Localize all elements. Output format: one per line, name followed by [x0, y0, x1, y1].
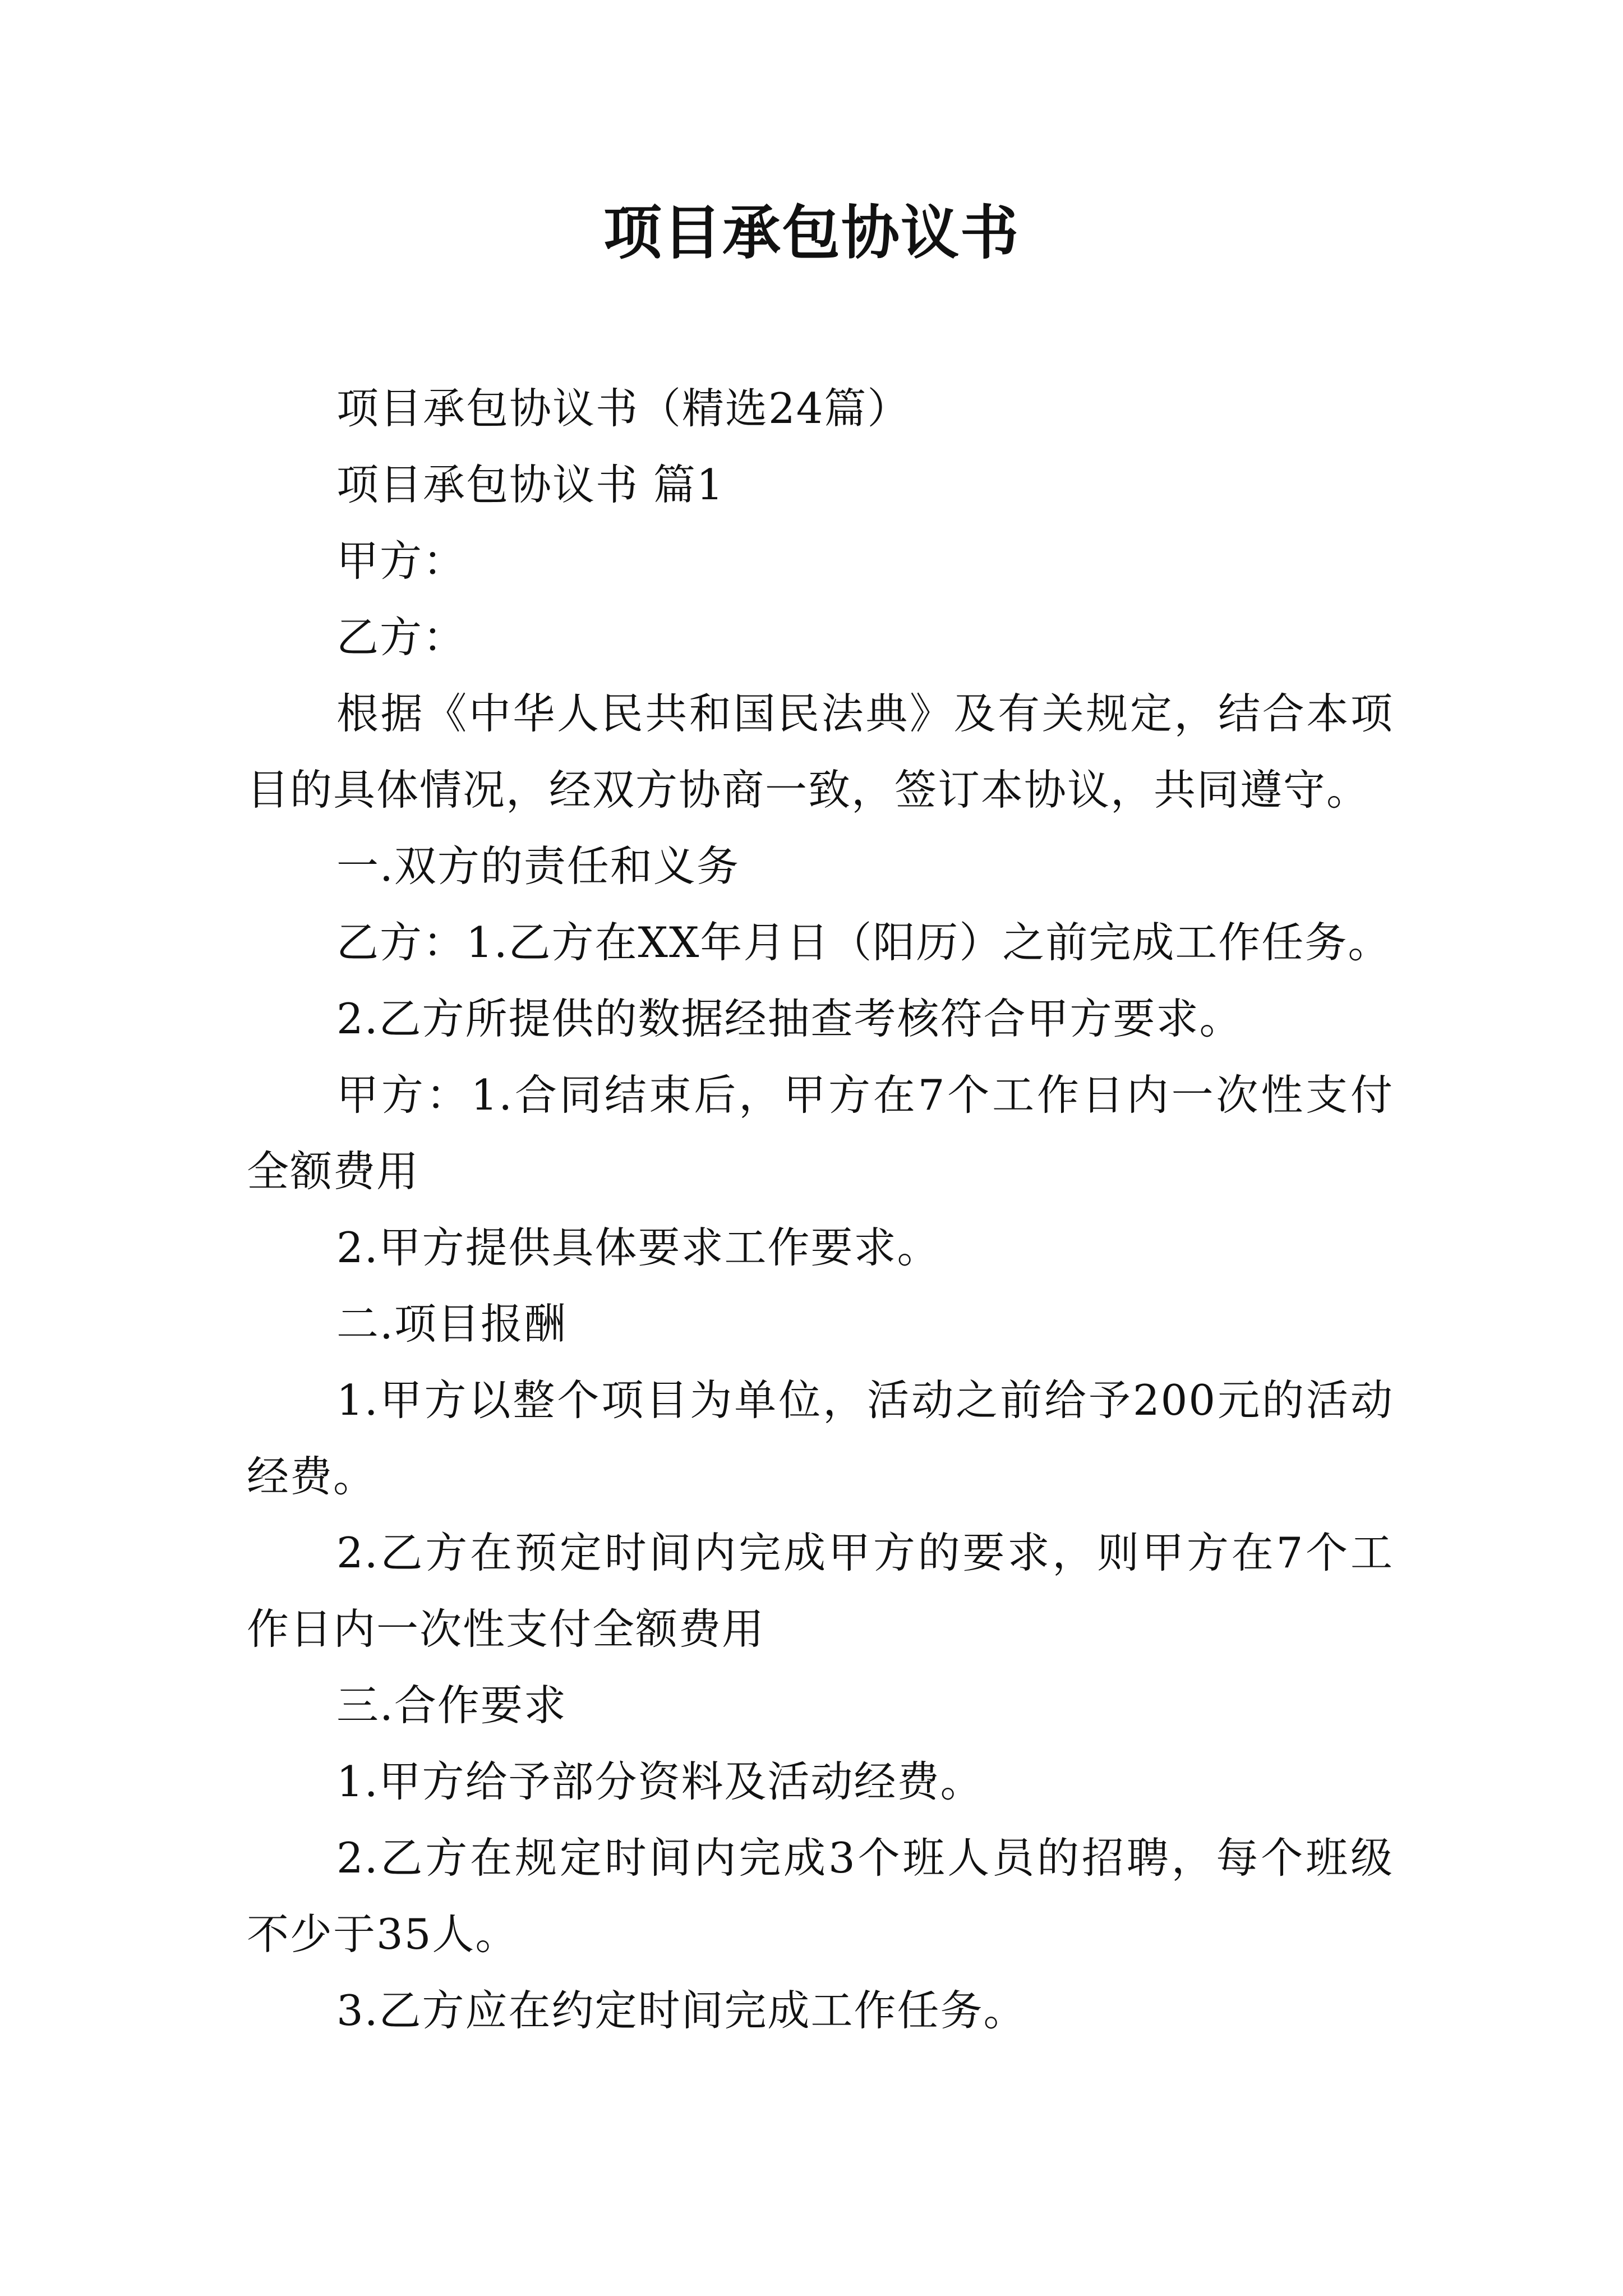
paragraph-party-b: 乙方：: [336, 613, 467, 662]
paragraph-cooperation-1: 1.甲方给予部分资料及活动经费。: [336, 1757, 984, 1806]
paragraph-cooperation-3: 3.乙方应在约定时间完成工作任务。: [336, 1986, 1027, 2035]
paragraph-subtitle: 项目承包协议书（精选24篇）: [336, 384, 911, 433]
paragraph-cooperation-2: 2.乙方在规定时间内完成3个班人员的招聘，每个班级不少于35人。: [247, 1833, 1394, 1959]
paragraph-party-a-duty-1: 甲方：1.合同结束后，甲方在7个工作日内一次性支付全额费用: [247, 1070, 1394, 1196]
paragraph-party-b-duty-1: 乙方：1.乙方在XX年月日（阳历）之前完成工作任务。: [336, 918, 1391, 967]
document-body: [247, 370, 1394, 2049]
document-title: 项目承包协议书: [603, 199, 1020, 267]
paragraph-heading-responsibilities: 一.双方的责任和义务: [336, 841, 740, 891]
paragraph-preamble: 根据《中华人民共和国民法典》及有关规定，结合本项目的具体情况，经双方协商一致，签订本协议，共同遵守。: [247, 689, 1394, 815]
paragraph-party-b-duty-2: 2.乙方所提供的数据经抽查考核符合甲方要求。: [336, 994, 1243, 1043]
paragraph-remuneration-2: 2.乙方在预定时间内完成甲方的要求，则甲方在7个工作日内一次性支付全额费用: [247, 1528, 1394, 1654]
paragraph-remuneration-1: 1.甲方以整个项目为单位，活动之前给予200元的活动经费。: [247, 1375, 1394, 1501]
paragraph-section-heading: 项目承包协议书 篇1: [336, 460, 725, 509]
paragraph-party-a: 甲方：: [336, 536, 467, 586]
paragraph-heading-cooperation: 三.合作要求: [336, 1681, 567, 1730]
paragraph-heading-remuneration: 二.项目报酬: [336, 1299, 567, 1349]
paragraph-party-a-duty-2: 2.甲方提供具体要求工作要求。: [336, 1223, 940, 1272]
